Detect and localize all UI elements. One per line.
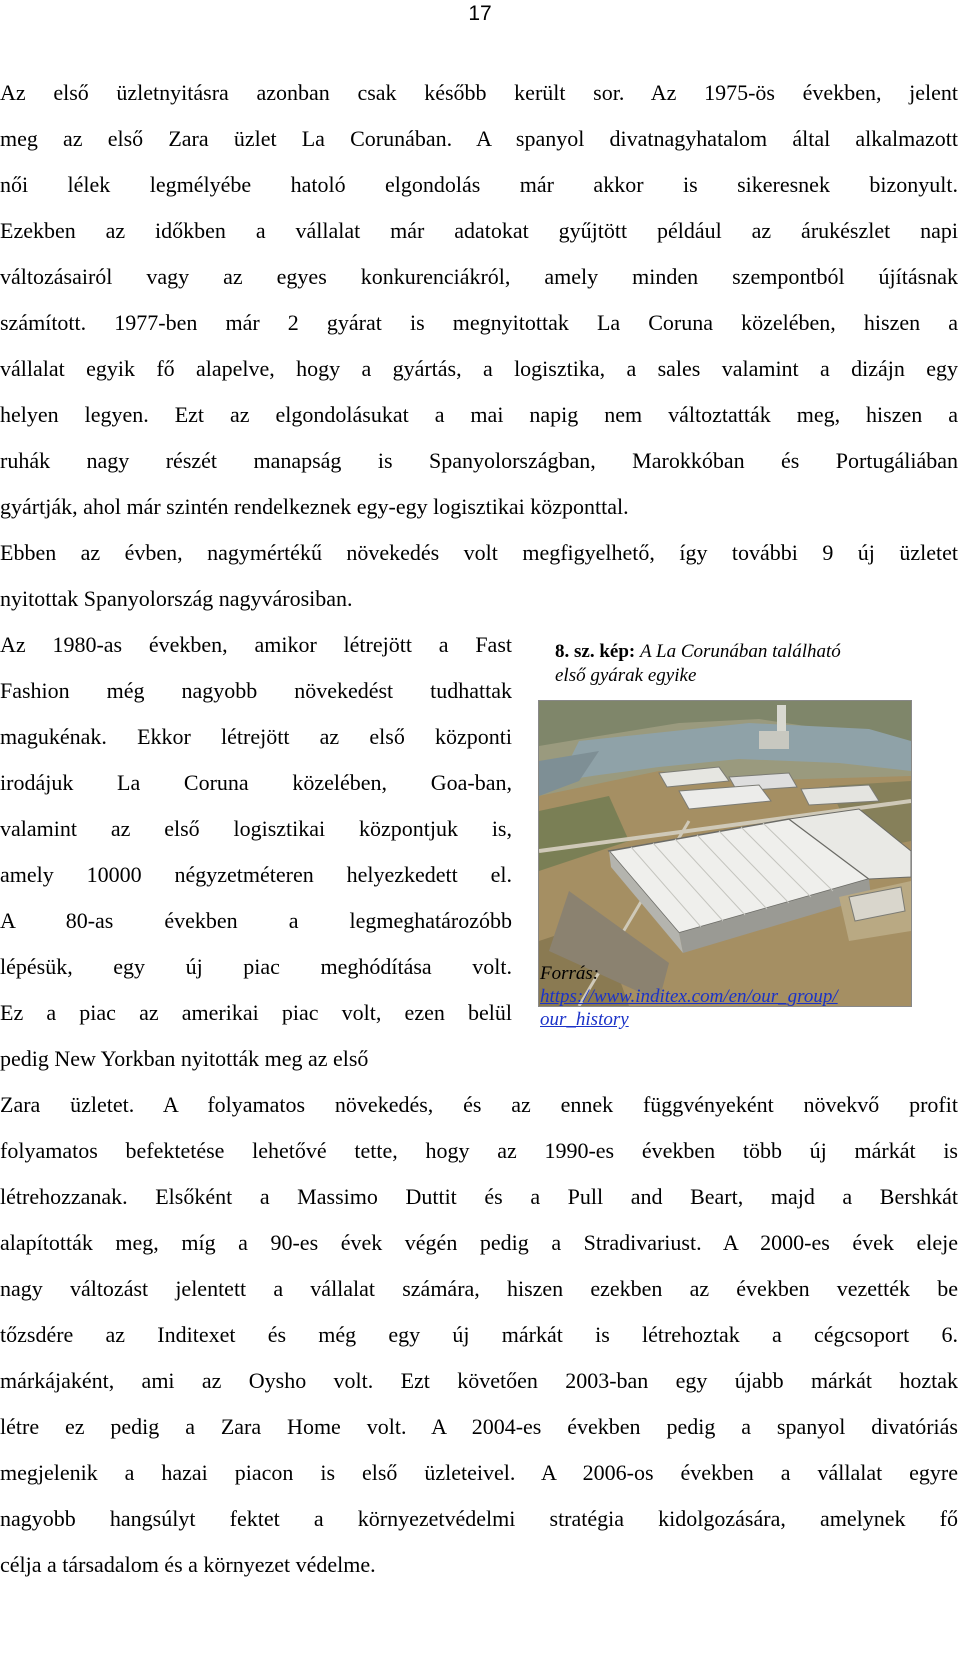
text-line: nyitottak Spanyolország nagyvárosiban. [0, 586, 353, 611]
text-line: Fashion még nagyobb növekedést tudhattak [0, 678, 512, 703]
text-line: Ez a piac az amerikai piac volt, ezen belül [0, 1000, 512, 1025]
text-line: ruhák nagy részét manapság is Spanyolországban, Marokkóban és Portugáliában [0, 448, 958, 473]
text-line: vállalat egyik fő alapelve, hogy a gyártás, a logisztika, a sales valamint a dizájn egy [0, 356, 958, 381]
text-line: létre ez pedig a Zara Home volt. A 2004-es években pedig a spanyol divatóriás [0, 1414, 958, 1439]
text-line: meg az első Zara üzlet La Corunában. A spanyol divatnagyhatalom által alkalmazott [0, 126, 958, 151]
text-line: megjelenik a hazai piacon is első üzleteivel. A 2006-os években a vállalat egyre [0, 1460, 958, 1485]
text-line: tőzsdére az Inditexet és még egy új márkát is létrehoztak a cégcsoport 6. [0, 1322, 958, 1347]
text-line: nagy változást jelentett a vállalat számára, hiszen ezekben az években vezették be [0, 1276, 958, 1301]
source-link[interactable]: https://www.inditex.com/en/our_group/ [540, 986, 838, 1007]
text-line: célja a társadalom és a környezet védelme. [0, 1552, 376, 1577]
text-line: Ebben az évben, nagymértékű növekedés volt megfigyelhető, így további 9 új üzletet [0, 540, 958, 565]
text-line: folyamatos befektetése lehetővé tette, hogy az 1990-es években több új márkát is [0, 1138, 958, 1163]
figure-number: 8. sz. [555, 641, 595, 662]
figure-source [540, 962, 950, 1031]
figure-caption-text: első gyárak egyike [555, 665, 697, 686]
text-line: valamint az első logisztikai központjuk is, [0, 816, 512, 841]
text-line: Az 1980-as években, amikor létrejött a Fast [0, 632, 512, 657]
text-line: helyen legyen. Ezt az elgondolásukat a mai napig nem változtatták meg, hiszen a [0, 402, 958, 427]
text-line: számított. 1977-ben már 2 gyárat is megnyitottak La Coruna közelében, hiszen a [0, 310, 958, 335]
text-line: gyártják, ahol már szintén rendelkeznek egy-egy logisztikai központtal. [0, 494, 629, 519]
text-line: magukénak. Ekkor létrejött az első központi [0, 724, 512, 749]
text-line: Zara üzletet. A folyamatos növekedés, és az ennek függvényeként növekvő profit [0, 1092, 958, 1117]
text-line: változásairól vagy az egyes konkurenciákról, amely minden szempontból újításnak [0, 264, 958, 289]
figure-caption-text: A La Corunában található [639, 641, 841, 662]
text-line: létrehozzanak. Elsőként a Massimo Duttit és a Pull and Beart, majd a Bershkát [0, 1184, 958, 1209]
text-line: Ezekben az időkben a vállalat már adatokat gyűjtött például az árukészlet napi [0, 218, 958, 243]
page-number: 17 [468, 2, 492, 25]
text-line: márkájaként, ami az Oysho volt. Ezt követően 2003-ban egy újabb márkát hoztak [0, 1368, 958, 1393]
figure-label: kép: [599, 641, 636, 662]
text-line: lépésük, egy új piac meghódítása volt. [0, 954, 512, 979]
figure-caption [555, 640, 955, 688]
text-line: alapították meg, míg a 90-es évek végén pedig a Stradivariust. A 2000-es évek eleje [0, 1230, 958, 1255]
source-link[interactable]: our_history [540, 1009, 629, 1030]
text-line: Az első üzletnyitásra azonban csak később került sor. Az 1975-ös években, jelent [0, 80, 958, 105]
source-label: Forrás: [540, 963, 600, 984]
text-line: nagyobb hangsúlyt fektet a környezetvédelmi stratégia kidolgozására, amelynek fő [0, 1506, 958, 1531]
factory-aerial-photo [538, 700, 912, 1007]
text-line: irodájuk La Coruna közelében, Goa-ban, [0, 770, 512, 795]
text-line: női lélek legmélyébe hatoló elgondolás már akkor is sikeresnek bizonyult. [0, 172, 958, 197]
text-line: A 80-as években a legmeghatározóbb [0, 908, 512, 933]
text-line: amely 10000 négyzetméteren helyezkedett el. [0, 862, 512, 887]
text-line: pedig New Yorkban nyitották meg az első [0, 1046, 369, 1071]
